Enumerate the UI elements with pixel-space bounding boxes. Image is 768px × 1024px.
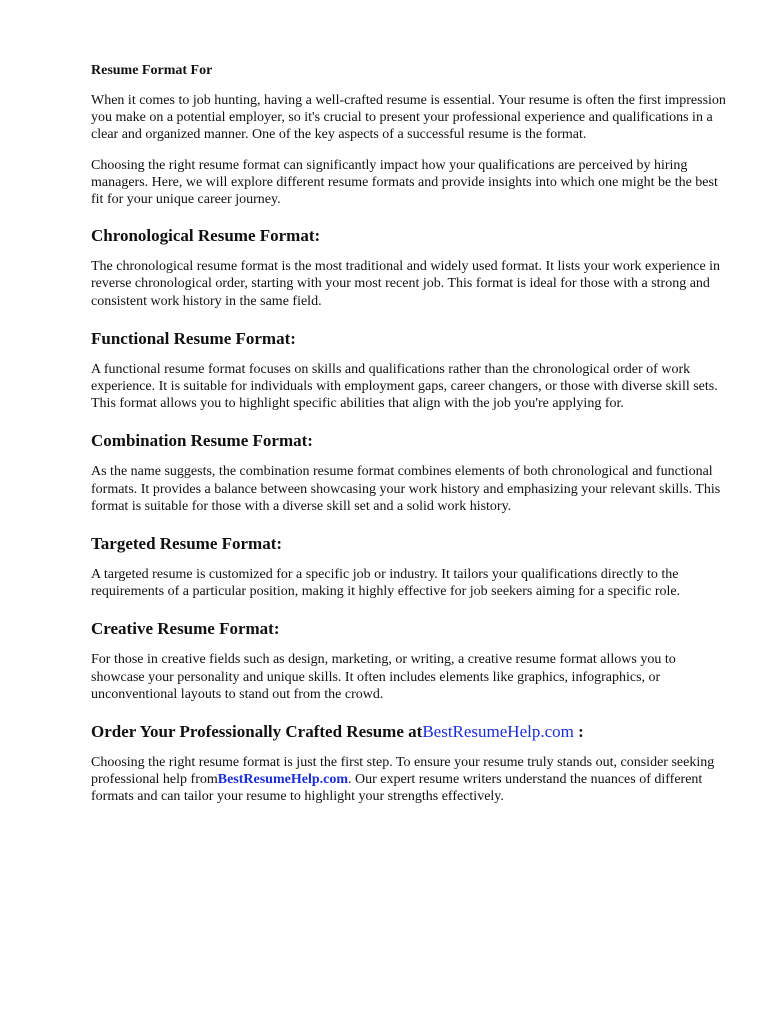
intro-paragraph-1: When it comes to job hunting, having a well-crafted resume is essential. Your resume is often the first impression you make on a potential employer, so it's crucial to present your professional experience and qualifications in a clear and organized manner. One of the key aspects of a successful resume is the format. [91,93,726,143]
paragraph-order-suffix: . Our expert resume writers understand the nuances of different formats and can tailor your resume to highlight your strengths effectively. [91,772,703,805]
paragraph-creative: For those in creative fields such as design, marketing, or writing, a creative resume format allows you to showcase your personality and unique skills. It often includes elements like graphics, infographics, or unconventional layouts to stand out from the crowd. [91,652,676,702]
document-title: Resume Format For [91,63,213,78]
heading-order-text: Order Your Professionally Crafted Resume at [91,722,423,742]
heading-chronological: Chronological Resume Format: [91,226,321,246]
heading-order [91,722,728,742]
heading-order-suffix: : [573,722,584,742]
heading-combination: Combination Resume Format: [91,431,313,451]
heading-targeted: Targeted Resume Format: [91,534,283,554]
paragraph-combination: As the name suggests, the combination resume format combines elements of both chronological and functional formats. It provides a balance between showcasing your work history and emphasizing your relevant skills. This format is suitable for those with a diverse skill set and a solid work history. [91,464,721,514]
paragraph-functional: A functional resume format focuses on skills and qualifications rather than the chronological order of work experience. It is suitable for individuals with employment gaps, career changers, or those with diverse skill sets. This format allows you to highlight specific abilities that align with the job you're applying for. [91,361,718,412]
heading-creative: Creative Resume Format: [91,619,280,639]
heading-functional: Functional Resume Format: [91,328,296,348]
bestresumehelp-body-link[interactable]: BestResumeHelp.com [217,772,349,788]
paragraph-targeted: A targeted resume is customized for a specific job or industry. It tailors your qualifications directly to the requirements of a particular position, making it highly effective for job seekers aiming for a specific role. [91,567,681,600]
intro-paragraph-2: Choosing the right resume format can significantly impact how your qualifications are perceived by hiring managers. Here, we will explore different resume formats and provide insights into which one might be the best fit for your unique career journey. [91,157,718,208]
paragraph-order [91,754,728,806]
bestresumehelp-heading-link[interactable]: BestResumeHelp.com [422,722,574,742]
paragraph-chronological: The chronological resume format is the most traditional and widely used format. It lists your work experience in reverse chronological order, starting with your most recent job. This format is ideal for those with a strong and consistent work history in the same field. [91,259,721,309]
paragraph-order-text: Choosing the right resume format is just the first step. To ensure your resume truly stands out, consider seeking professional help from [91,755,715,788]
